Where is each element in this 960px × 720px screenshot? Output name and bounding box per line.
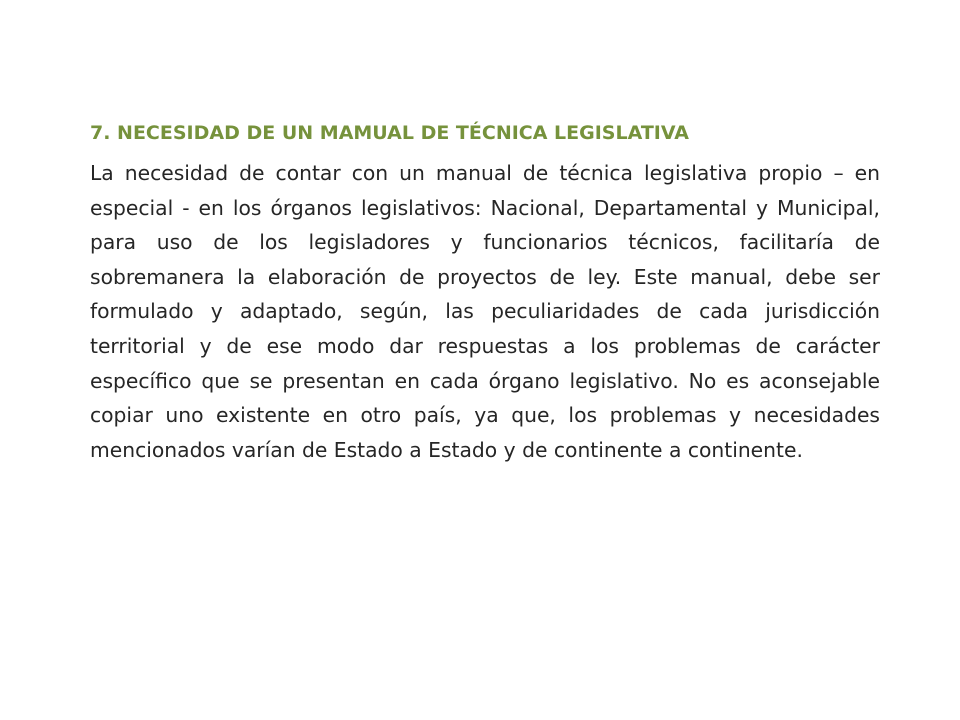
section-heading: 7. NECESIDAD DE UN MAMUAL DE TÉCNICA LEGISLATIVA xyxy=(90,122,689,144)
slide-content xyxy=(90,116,880,467)
body-paragraph: La necesidad de contar con un manual de técnica legislativa propio – en especial - en los órganos legislativos: Nacional, Departamental y Municipal, para uso de los legisladores y funcionarios técnicos, facilitaría de sobremanera la elaboración de proyectos de ley. Este manual, debe ser formulado y adaptado, según, las peculiaridades de cada jurisdicción territorial y de ese modo dar respuestas a los problemas de carácter específico que se presentan en cada órgano legislativo. No es aconsejable copiar uno existente en otro país, ya que, los problemas y necesidades mencionados varían de Estado a Estado y de continente a continente. xyxy=(90,161,880,462)
